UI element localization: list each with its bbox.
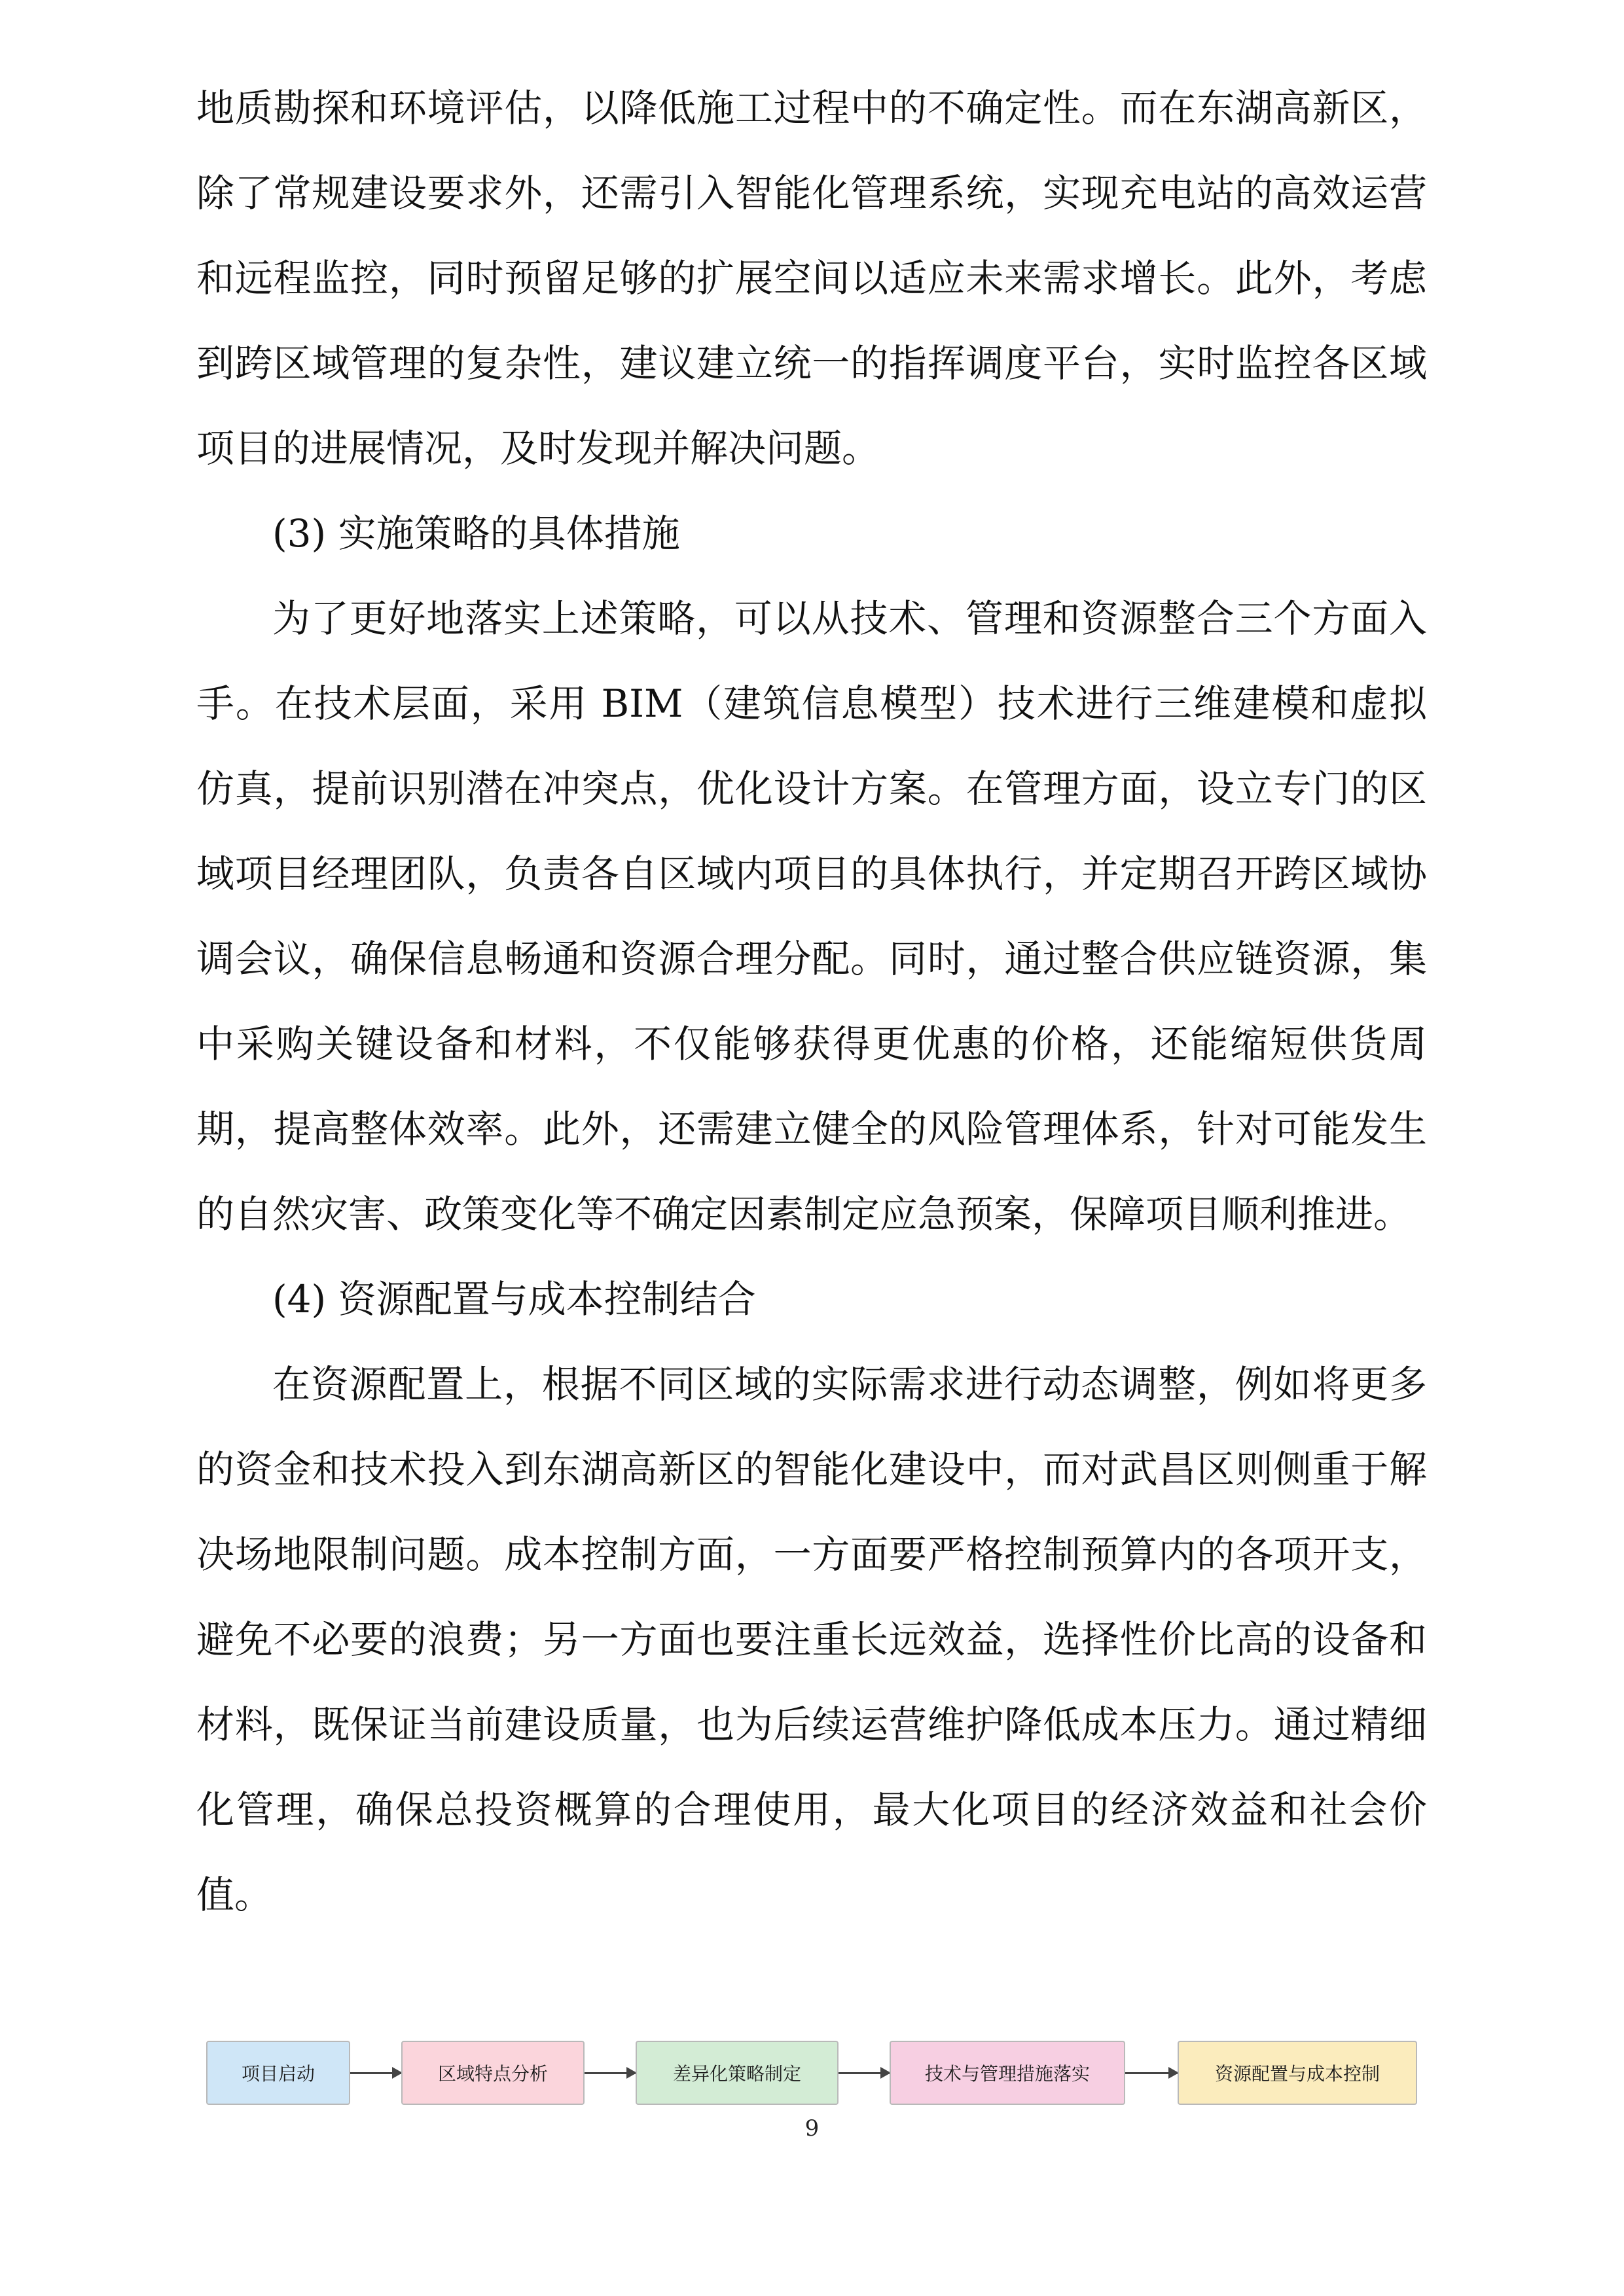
flow-arrow-4 <box>1125 2072 1178 2074</box>
paragraph-implementation-measures: 为了更好地落实上述策略，可以从技术、管理和资源整合三个方面入手。在技术层面，采用 BIM（建筑信息模型）技术进行三维建模和虚拟仿真，提前识别潜在冲突点，优化设计方案。在管理方面，设立专门的区域项目经理团队，负责各自区域内项目的具体执行，并定期召开跨区域协调会议，确保信息畅通和资源合理分配。同时，通过整合供应链资源，集中采购关键设备和材料，不仅能够获得更优惠的价格，还能缩短供货周期，提高整体效率。此外，还需建立健全的风险管理体系，针对可能发生的自然灾害、政策变化等不确定因素制定应急预案，保障项目顺利推进。 <box>196 596 1427 1236</box>
flow-arrow-1 <box>350 2072 401 2074</box>
flow-step-4: 技术与管理措施落实 <box>890 2041 1125 2105</box>
flow-step-2: 区域特点分析 <box>401 2041 585 2105</box>
paragraph-resource-cost: 在资源配置上，根据不同区域的实际需求进行动态调整，例如将更多的资金和技术投入到东湖高新区的智能化建设中，而对武昌区则侧重于解决场地限制问题。成本控制方面，一方面要严格控制预算内的各项开支，避免不必要的浪费；另一方面也要注重长远效益，选择性价比高的设备和材料，既保证当前建设质量，也为后续运营维护降低成本压力。通过精细化管理，确保总投资概算的合理使用，最大化项目的经济效益和社会价值。 <box>196 1362 1427 1917</box>
section-heading-4: (4) 资源配置与成本控制结合 <box>272 1277 756 1321</box>
paragraph-continuation: 地质勘探和环境评估，以降低施工过程中的不确定性。而在东湖高新区，除了常规建设要求外，还需引入智能化管理系统，实现充电站的高效运营和远程监控，同时预留足够的扩展空间以适应未来需求增长。此外，考虑到跨区域管理的复杂性，建议建立统一的指挥调度平台，实时监控各区域项目的进展情况，及时发现并解决问题。 <box>196 86 1427 471</box>
section-heading-3: (3) 实施策略的具体措施 <box>272 511 680 556</box>
process-flowchart <box>206 2041 1430 2106</box>
flow-arrow-2 <box>585 2072 636 2074</box>
flow-step-3: 差异化策略制定 <box>636 2041 839 2105</box>
flow-arrow-3 <box>839 2072 890 2074</box>
flow-step-5: 资源配置与成本控制 <box>1178 2041 1417 2105</box>
page-number: 9 <box>804 2115 820 2142</box>
document-body <box>196 65 1427 1937</box>
flow-step-1: 项目启动 <box>206 2041 350 2105</box>
